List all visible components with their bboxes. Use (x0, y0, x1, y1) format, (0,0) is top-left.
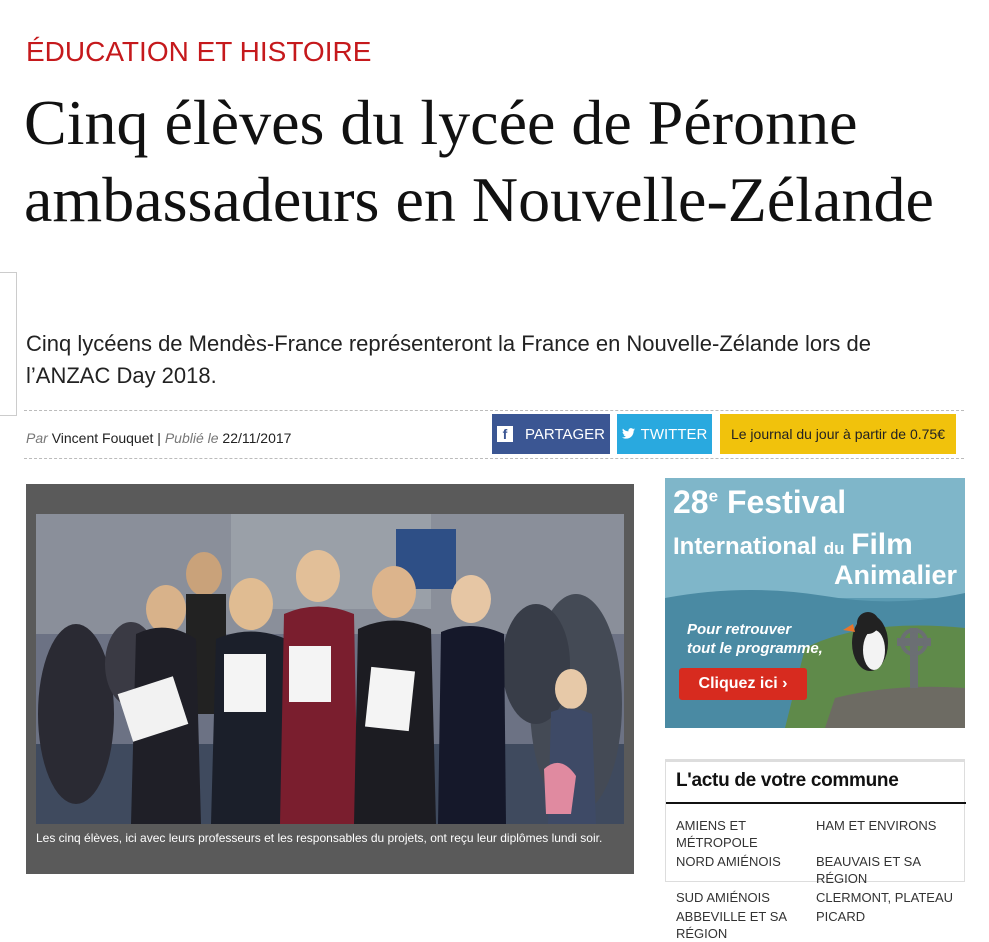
commune-link[interactable]: HAM ET ENVIRONS (816, 818, 937, 833)
facebook-share-label: PARTAGER (524, 425, 606, 443)
divider-bottom (24, 458, 964, 459)
commune-link[interactable]: AMIENS ET MÉTROPOLE (676, 818, 758, 850)
twitter-share-label: TWITTER (640, 425, 708, 443)
article-headline: Cinq élèves du lycée de Péronne ambassadeurs en Nouvelle-Zélande (24, 87, 934, 235)
byline-date: 22/11/2017 (222, 430, 292, 446)
byline-by-label: Par (26, 430, 48, 446)
ad-number: 28 (673, 484, 709, 520)
communes-widget-title: L'actu de votre commune (676, 770, 899, 791)
ad-du-word: du (823, 539, 845, 558)
article-photo-frame (26, 484, 634, 874)
commune-link[interactable]: SUD AMIÉNOIS (676, 890, 770, 905)
article-category[interactable]: ÉDUCATION ET HISTOIRE (26, 36, 372, 67)
byline-author[interactable]: Vincent Fouquet (51, 430, 154, 446)
ad-title-line1 (673, 484, 846, 521)
communes-list (676, 817, 966, 942)
byline-published-label: Publié le (164, 430, 219, 446)
festival-ad-banner[interactable] (665, 478, 965, 728)
students-group-photo (36, 514, 624, 824)
commune-link[interactable]: CLERMONT, PLATEAU (816, 890, 954, 905)
ad-number-sup: e (708, 486, 719, 506)
photo-caption: Les cinq élèves, ici avec leurs professeurs et les responsables du projets, ont reçu leur diplômes lundi soir. (36, 831, 603, 845)
ad-cta-button[interactable]: Cliquez ici › (679, 668, 807, 700)
commune-link[interactable]: ABBEVILLE ET SA RÉGION (676, 909, 787, 941)
ad-title-line2 (673, 528, 913, 562)
article-lead: Cinq lycéens de Mendès-France représenteront la France en Nouvelle-Zélande lors de l’ANZAC Day 2018. (26, 331, 872, 388)
ad-international-word: International (673, 533, 818, 560)
facebook-icon: f (497, 426, 513, 442)
facebook-share-button[interactable] (492, 414, 610, 454)
ad-tagline-1: Pour retrouver (687, 621, 792, 638)
ad-festival-word: Festival (726, 484, 847, 520)
article-byline (26, 430, 291, 446)
ad-tagline (687, 620, 823, 658)
ad-tagline-2: tout le programme, (687, 640, 823, 657)
communes-widget-rule (666, 802, 966, 804)
twitter-share-button[interactable] (617, 414, 712, 454)
commune-link[interactable]: NORD AMIÉNOIS (676, 854, 781, 869)
twitter-icon (622, 427, 635, 442)
article-photo[interactable] (36, 514, 624, 824)
ad-film-word: Film (851, 528, 913, 561)
byline-separator: | (157, 430, 161, 446)
commune-link[interactable]: PICARD (816, 909, 866, 924)
communes-widget (665, 759, 965, 941)
commune-link[interactable]: BEAUVAIS ET SA RÉGION (816, 854, 921, 886)
ad-title-line3: Animalier (833, 560, 957, 590)
side-panel-edge (0, 272, 17, 416)
journal-du-jour-button[interactable]: Le journal du jour à partir de 0.75€ (720, 414, 956, 454)
divider-top (24, 410, 964, 411)
